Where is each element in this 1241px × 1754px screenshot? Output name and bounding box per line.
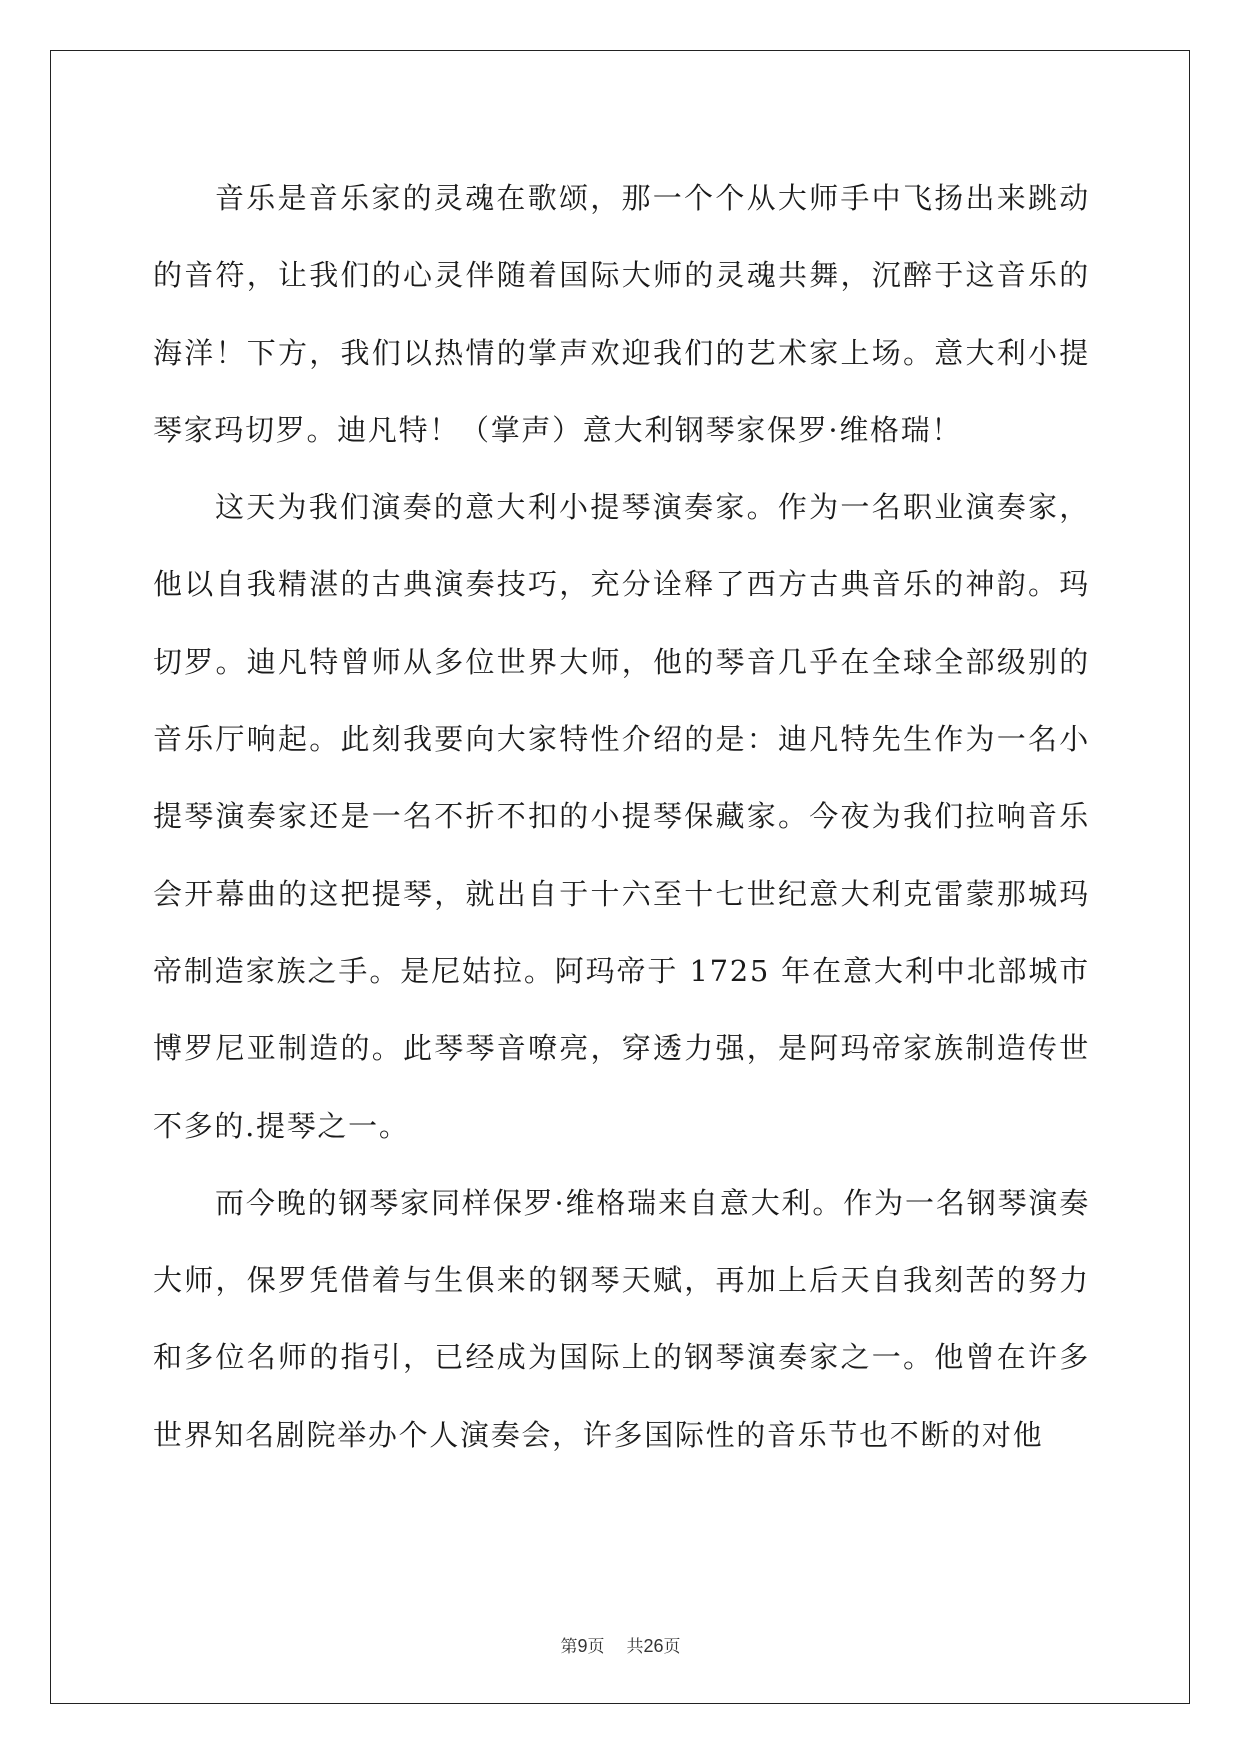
page-footer xyxy=(0,1632,1241,1657)
page-prefix: 第 xyxy=(560,1637,578,1657)
page-number: 9 xyxy=(577,1636,588,1656)
page-suffix: 页 xyxy=(587,1637,605,1657)
total-pages: 26 xyxy=(643,1636,664,1656)
total-prefix: 共 xyxy=(626,1637,644,1657)
paragraph-2: 这天为我们演奏的意大利小提琴演奏家。作为一名职业演奏家，他以自我精湛的古典演奏技巧，充分诠释了西方古典音乐的神韵。玛切罗。迪凡特曾师从多位世界大师，他的琴音几乎在全球全部级别的音乐厅响起。此刻我要向大家特性介绍的是：迪凡特先生作为一名小提琴演奏家还是一名不折不扣的小提琴保藏家。今夜为我们拉响音乐会开幕曲的这把提琴，就出自于十六至十七世纪意大利克雷蒙那城玛帝制造家族之手。是尼姑拉。阿玛帝于 1725 年在意大利中北部城市博罗尼亚制造的。此琴琴音嘹亮，穿透力强，是阿玛帝家族制造传世不多的.提琴之一。 xyxy=(153,490,1090,1143)
paragraph-3: 而今晚的钢琴家同样保罗·维格瑞来自意大利。作为一名钢琴演奏大师，保罗凭借着与生俱来的钢琴天赋，再加上后天自我刻苦的努力和多位名师的指引，已经成为国际上的钢琴演奏家之一。他曾在许多世界知名剧院举办个人演奏会，许多国际性的音乐节也不断的对他 xyxy=(153,1185,1090,1452)
total-suffix: 页 xyxy=(663,1637,681,1657)
paragraph-1: 音乐是音乐家的灵魂在歌颂，那一个个从大师手中飞扬出来跳动的音符，让我们的心灵伴随着国际大师的灵魂共舞，沉醉于这音乐的海洋！下方，我们以热情的掌声欢迎我们的艺术家上场。意大利小提琴家玛切罗。迪凡特！（掌声）意大利钢琴家保罗·维格瑞！ xyxy=(153,181,1090,447)
document-body xyxy=(153,160,1090,1540)
